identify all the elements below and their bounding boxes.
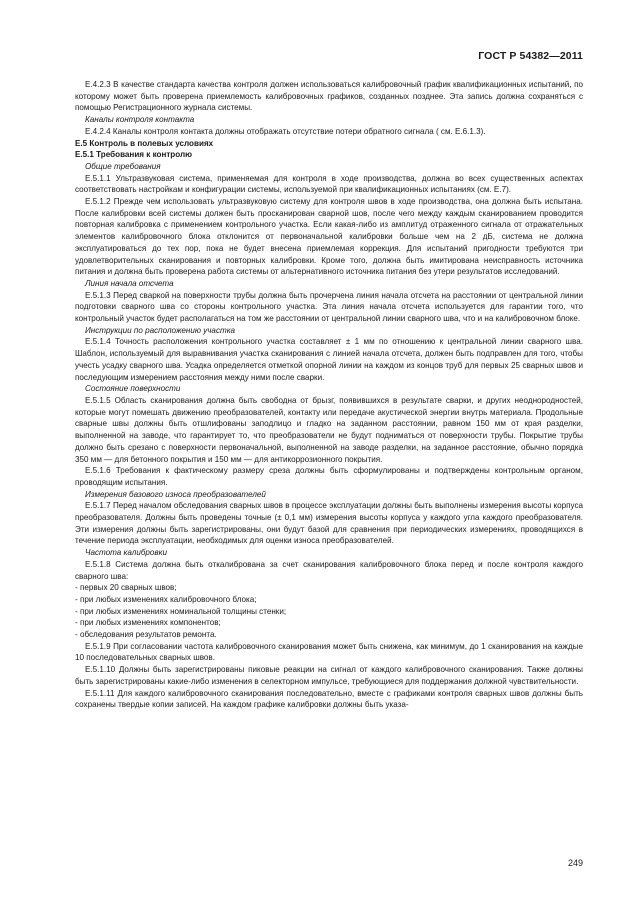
section-heading: Е.5 Контроль в полевых условиях: [75, 138, 214, 148]
paragraph: Е.5.1.3 Перед сваркой на поверхности трубы должна быть прочерчена линия начала отсчета на расстоянии от центральной линии подготовки сварного шва со стороны контрольного участка. Эта линия начала отсчета используется для гарантии того, что контрольный участок будет располагаться на том же расстоянии от центральной линии сварного шва, что и на калибровочном блоке.: [75, 290, 583, 324]
paragraph: Е.5.1.4 Точность расположения контрольного участка составляет ± 1 мм по отношению к центральной линии сварного шва. Шаблон, используемый для выравнивания участка сканирования с линией начала отсчета, должен быть подправлен для того, чтобы учесть усадку сварного шва. Усадка определяется отметкой опорной линии на каждом из концов труб для первых 25 сварных швов и последующим измерением расстояния между ними после сварки.: [75, 337, 583, 382]
list-item: - при любых изменениях компонентов;: [75, 618, 221, 628]
subsection-heading: Частота калибровки: [85, 548, 167, 558]
paragraph: Е.5.1.11 Для каждого калибровочного сканирования последовательно, вместе с графиками контроля сварных швов должны быть сохранены твердые копии записей. На каждом графике калибровки должны быть указа-: [75, 688, 583, 710]
subsection-heading: Каналы контроля контакта: [85, 115, 195, 125]
paragraph: Е.4.2.4 Каналы контроля контакта должны отображать отсутствие потери обратного сигнала ( см. Е.6.1.3).: [85, 126, 486, 136]
paragraph: Е.5.1.9 При согласовании частота калибровочного сканирования может быть снижена, как минимум, до 1 сканирования на каждые 10 последовательных сварных швов.: [75, 641, 583, 663]
list-item: - обследования результатов ремонта.: [75, 630, 217, 640]
subsection-heading: Общие требования: [85, 161, 161, 171]
page-number: 249: [567, 858, 583, 868]
page-header-standard-code: ГОСТ Р 54382—2011: [478, 50, 583, 62]
list-item: - при любых изменениях калибровочного блока;: [75, 594, 257, 604]
paragraph: Е.5.1.7 Перед началом обследования сварных швов в процессе эксплуатации должны быть выполнены измерения высоты корпуса преобразователя. Должны быть проведены точные (± 0,1 мм) измерения высоты корпуса у каждого угла каждого преобразователя. Эти измерения должны быть зарегистрированы, они будут базой для сравнения при периодических измерениях, проводящихся в течение периода эксплуатации, необходимых для оценки износа преобразователей.: [75, 501, 583, 546]
paragraph: Е.5.1.2 Прежде чем использовать ультразвуковую систему для контроля швов в ходе производства, она должна быть испытана. После калибровки всей системы должен быть просканирован сварной шов, после чего между каждым сканированием проводится повторная калибровка с применением контрольного участка. Если какая-либо из амплитуд отраженного сигнала от отражательных элементов калибровочного блока отклонится от первоначальной калибровки больше чем на 2 дБ, система не должна эксплуатироваться до тех пор, пока не будет внесена приемлемая коррекция. Для испытаний пригодности требуются три удовлетворительных сканирования и повторных калибровки. Кроме того, должна быть имитирована неисправность источника питания и должна быть проверена работа системы от альтернативного источника питания без утери результатов исследований.: [75, 197, 583, 277]
section-heading: Е.5.1 Требования к контролю: [75, 150, 193, 160]
subsection-heading: Линия начала отсчета: [85, 278, 174, 288]
paragraph: Е.5.1.6 Требования к фактическому размеру среза должны быть сформулированы и подтверждены контрольным органом, проводящим испытания.: [75, 466, 583, 487]
document-body: [75, 79, 583, 711]
subsection-heading: Состояние поверхности: [85, 384, 181, 394]
subsection-heading: Измерения базового износа преобразователей: [85, 489, 266, 499]
paragraph: Е.4.2.3 В качестве стандарта качества контроля должен использоваться калибровочный график квалификационных испытаний, по которому может быть проверена приемлемость калибровочных графиков, созданных позднее. Эта запись должна сохраняться с помощью Регистрационного журнала системы.: [75, 80, 583, 113]
paragraph: Е.5.1.10 Должны быть зарегистрированы пиковые реакции на сигнал от каждого калибровочного сканирования. Также должны быть зарегистрированы какие-либо изменения в селекторном импульсе, требующиеся для поддержания должной чувствительности.: [75, 665, 583, 686]
list-item: - при любых изменениях номинальной толщины стенки;: [75, 606, 287, 616]
list-item: - первых 20 сварных швов;: [75, 583, 177, 593]
paragraph: Е.5.1.5 Область сканирования должна быть свободна от брызг, появившихся в результате сварки, и других неоднородностей, которые могут помешать движению преобразователей, контакту или передаче акустической энергии внутрь материала. Продольные сварные швы должны быть отшлифованы заподлицо и гладко на заданном расстоянии, равном 150 мм от края разделки, выполненной на заводе, что гарантирует то, что преобразователи не будут подниматься от поверхности трубы. Покрытие трубы должно быть срезано с поверхности первоначальной, выполненной на заводе разделки, на заданное расстояние, обычно порядка 350 мм — для бетонного покрытия и 150 мм — для антикоррозионного покрытия.: [75, 395, 583, 464]
subsection-heading: Инструкции по расположению участка: [85, 325, 236, 335]
paragraph: Е.5.1.1 Ультразвуковая система, применяемая для контроля в ходе производства, должна во всех существенных аспектах соответствовать настройкам и конфигурации системы, используемой при квалификационных испытаниях (см. Е.7).: [75, 173, 583, 195]
paragraph: Е.5.1.8 Система должна быть откалибрована за счет сканирования калибровочного блока перед и после контроля каждого сварного шва:: [75, 559, 583, 581]
